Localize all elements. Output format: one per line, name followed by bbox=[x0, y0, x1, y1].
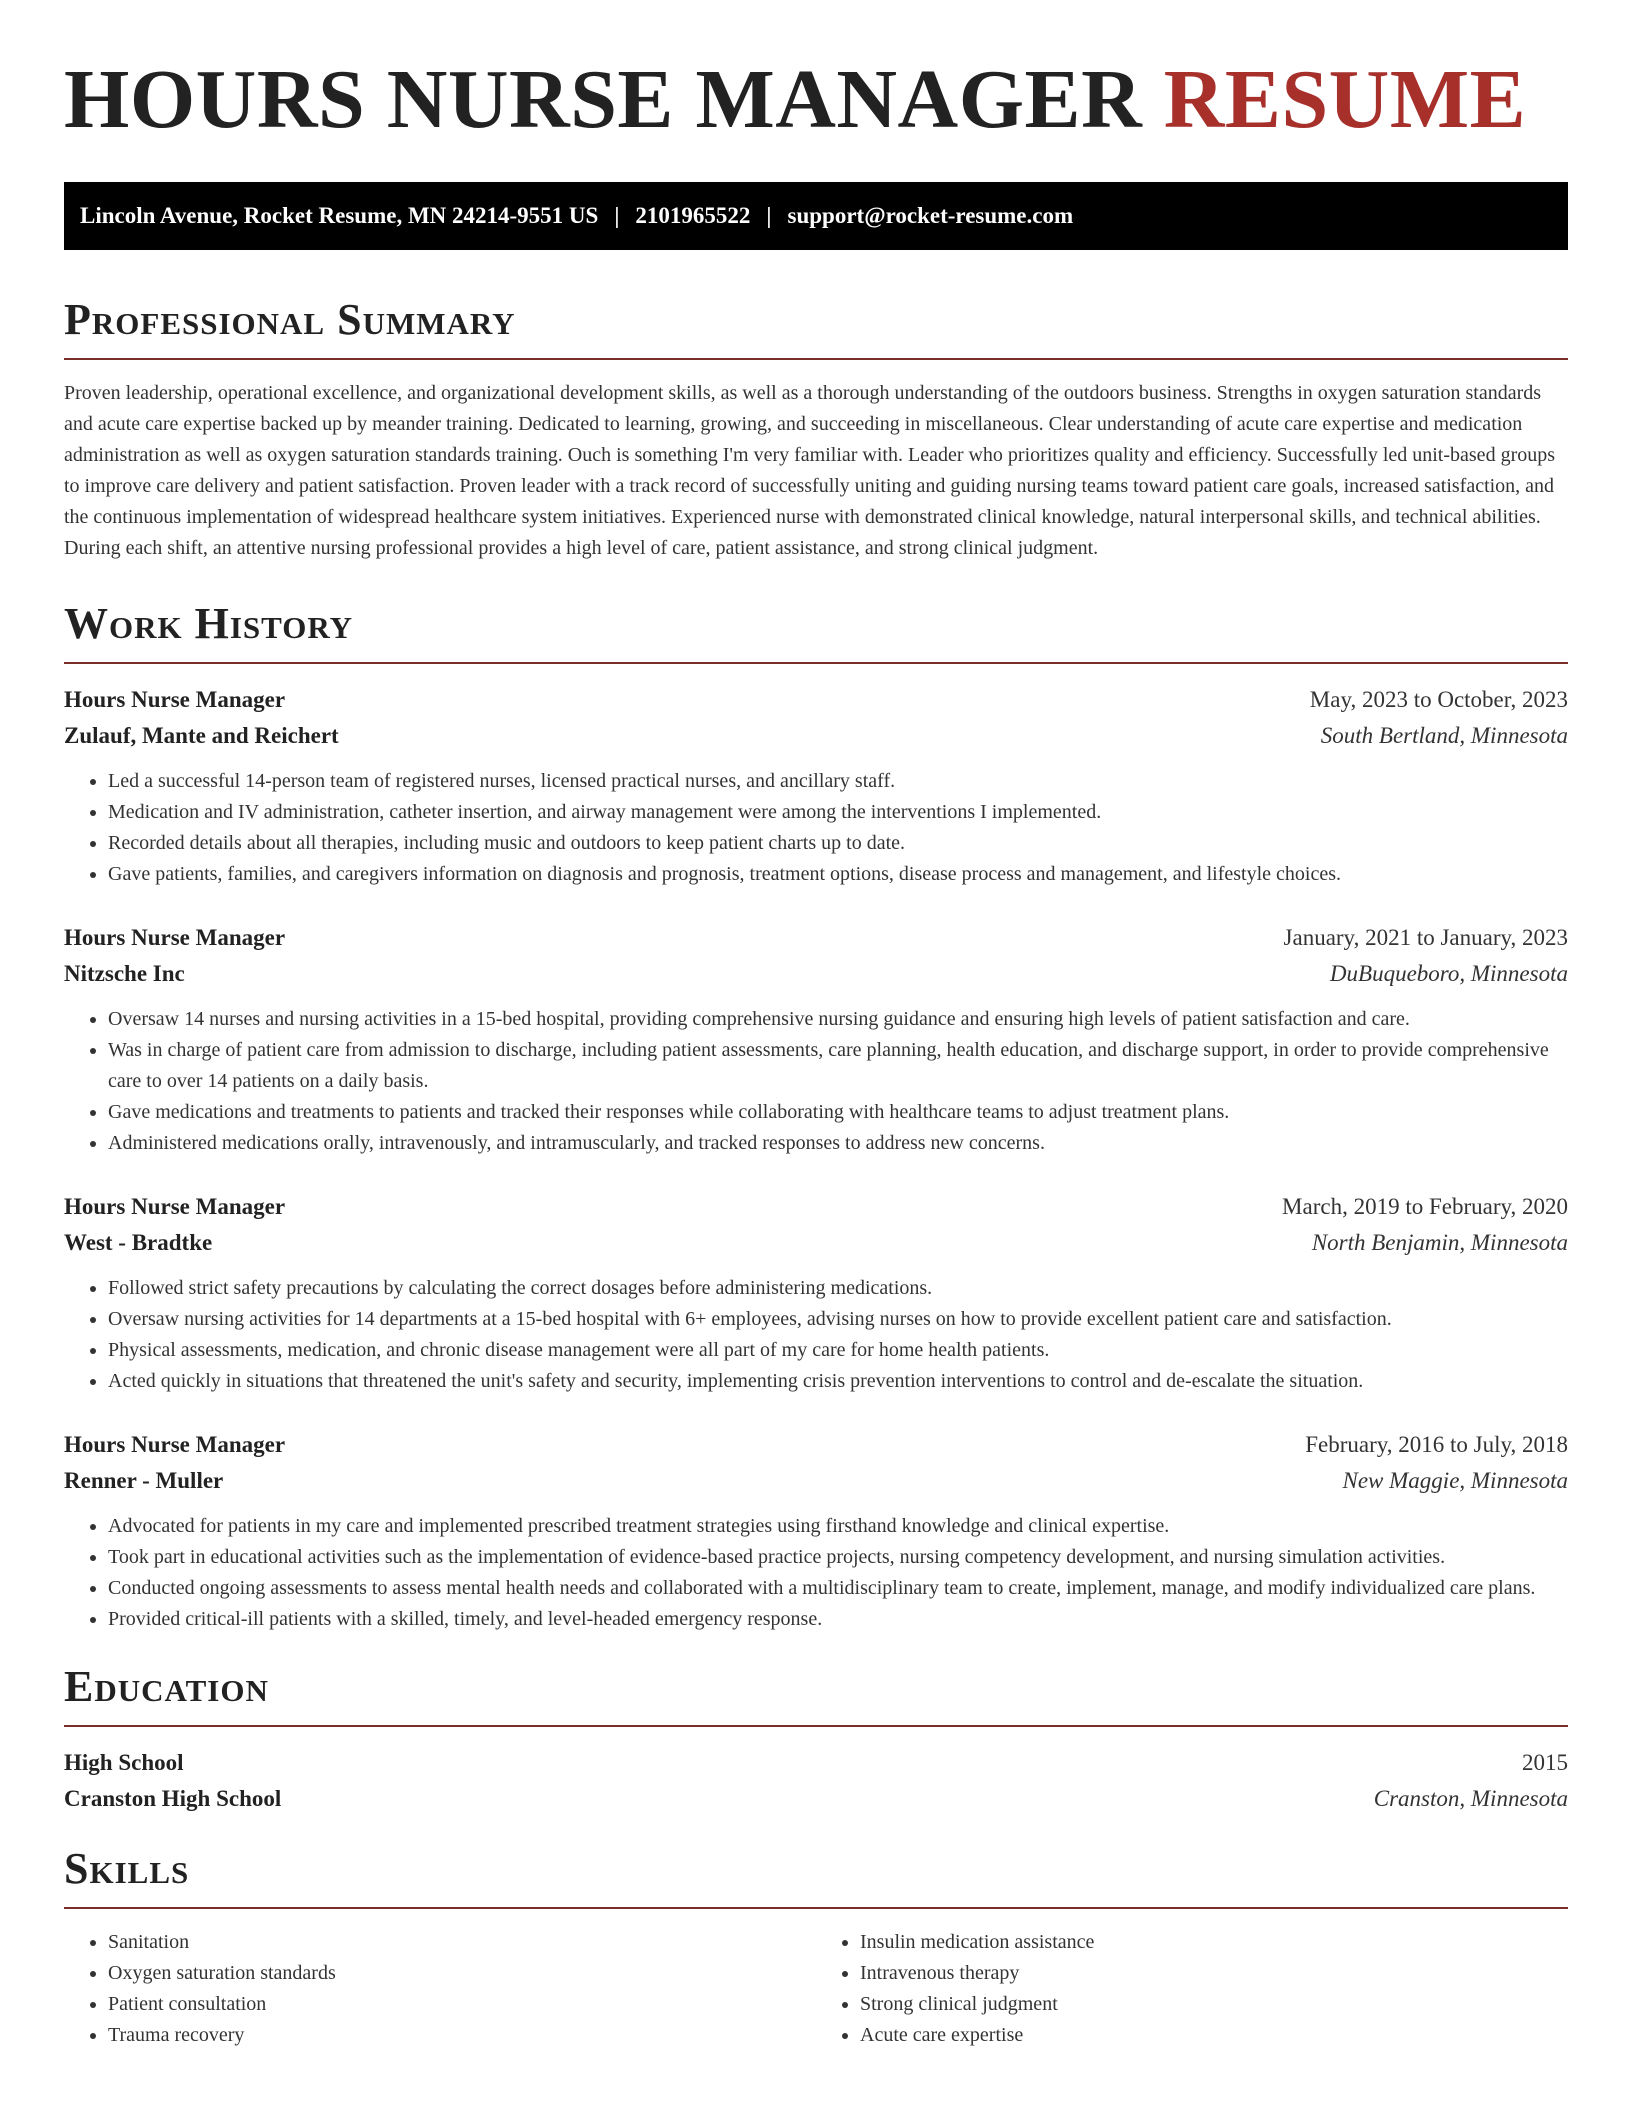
skills-section bbox=[64, 1844, 1568, 2051]
education-school: Cranston High School bbox=[64, 1786, 282, 1811]
skill-item: • Strong clinical judgment bbox=[860, 1989, 1568, 2020]
work-history-heading: Work History bbox=[64, 599, 354, 648]
job-bullet: • Led a successful 14-person team of registered nurses, licensed practical nurses, and ancillary staff. bbox=[108, 766, 1568, 797]
job-title: Hours Nurse Manager bbox=[64, 687, 286, 712]
job-bullet: • Conducted ongoing assessments to assess mental health needs and collaborated with a multidisciplinary team to create, implement, manage, and modify individualized care plans. bbox=[108, 1573, 1568, 1604]
job-title: Hours Nurse Manager bbox=[64, 1432, 286, 1457]
job-entry bbox=[64, 682, 1568, 890]
job-bullet: • Followed strict safety precautions by calculating the correct dosages before administering medications. bbox=[108, 1273, 1568, 1304]
contact-address: Lincoln Avenue, Rocket Resume, MN 24214-9551 US bbox=[80, 203, 599, 228]
job-bullet: • Gave patients, families, and caregivers information on diagnosis and prognosis, treatment options, disease process and management, and lifestyle choices. bbox=[108, 859, 1568, 890]
job-bullet: • Administered medications orally, intravenously, and intramuscularly, and tracked responses to address new concerns. bbox=[108, 1128, 1568, 1159]
job-title: Hours Nurse Manager bbox=[64, 1194, 286, 1219]
section-divider bbox=[64, 1725, 1568, 1727]
contact-phone: 2101965522 bbox=[635, 203, 751, 228]
job-bullets bbox=[64, 1273, 1568, 1397]
summary-section bbox=[64, 295, 1568, 564]
job-bullet: • Advocated for patients in my care and implemented prescribed treatment strategies using firsthand knowledge and clinical expertise. bbox=[108, 1511, 1568, 1542]
job-bullet: • Gave medications and treatments to patients and tracked their responses while collaborating with healthcare teams to adjust treatment plans. bbox=[108, 1097, 1568, 1128]
job-bullet: • Took part in educational activities such as the implementation of evidence-based practice projects, nursing competency development, and nursing simulation activities. bbox=[108, 1542, 1568, 1573]
education-section bbox=[64, 1662, 1568, 1817]
title-main: HOURS NURSE MANAGER bbox=[64, 53, 1143, 146]
education-year: 2015 bbox=[1522, 1750, 1568, 1775]
job-bullets bbox=[64, 1511, 1568, 1635]
section-divider bbox=[64, 358, 1568, 360]
job-dates: February, 2016 to July, 2018 bbox=[1305, 1432, 1568, 1457]
skills-list-left bbox=[64, 1927, 816, 2051]
job-bullet: • Recorded details about all therapies, including music and outdoors to keep patient charts up to date. bbox=[108, 828, 1568, 859]
contact-bar bbox=[64, 182, 1568, 250]
contact-separator: | bbox=[766, 203, 772, 228]
skill-item: • Intravenous therapy bbox=[860, 1958, 1568, 1989]
title-accent: RESUME bbox=[1163, 53, 1527, 146]
job-location: New Maggie, Minnesota bbox=[1342, 1468, 1568, 1493]
job-bullet: • Physical assessments, medication, and chronic disease management were all part of my care for home health patients. bbox=[108, 1335, 1568, 1366]
job-bullet: • Oversaw nursing activities for 14 departments at a 15-bed hospital with 6+ employees, advising nurses on how to provide excellent patient care and satisfaction. bbox=[108, 1304, 1568, 1335]
job-location: South Bertland, Minnesota bbox=[1320, 723, 1568, 748]
contact-email: support@rocket-resume.com bbox=[787, 203, 1074, 228]
job-entry bbox=[64, 920, 1568, 1159]
resume-title bbox=[64, 53, 1568, 146]
job-company: Nitzsche Inc bbox=[64, 961, 185, 986]
job-entry bbox=[64, 1189, 1568, 1397]
skill-item: • Acute care expertise bbox=[860, 2020, 1568, 2051]
job-bullet: • Medication and IV administration, catheter insertion, and airway management were among the interventions I implemented. bbox=[108, 797, 1568, 828]
skill-item: • Oxygen saturation standards bbox=[108, 1958, 816, 1989]
job-bullets bbox=[64, 1004, 1568, 1159]
job-location: DuBuqueboro, Minnesota bbox=[1329, 961, 1568, 986]
skills-columns bbox=[64, 1927, 1568, 2051]
job-bullet: • Oversaw 14 nurses and nursing activities in a 15-bed hospital, providing comprehensive nursing guidance and ensuring high levels of patient satisfaction and care. bbox=[108, 1004, 1568, 1035]
job-dates: March, 2019 to February, 2020 bbox=[1282, 1194, 1568, 1219]
contact-separator: | bbox=[614, 203, 620, 228]
summary-text: Proven leadership, operational excellence, and organizational development skills, as well as a thorough understanding of the outdoors business. Strengths in oxygen saturation standards and acute care expertise backed up by meander training. Dedicated to learning, growing, and succeeding in miscellaneous. Clear understanding of acute care expertise and medication administration as well as oxygen saturation standards training. Ouch is something I'm very familiar with. Leader who prioritizes quality and efficiency. Successfully led unit-based groups to improve care delivery and patient satisfaction. Proven leader with a track record of successfully uniting and guiding nursing teams toward patient care goals, increased satisfaction, and the continuous implementation of widespread healthcare system initiatives. Experienced nurse with demonstrated clinical knowledge, natural interpersonal skills, and technical abilities. During each shift, an attentive nursing professional provides a high level of care, patient assistance, and strong clinical judgment. bbox=[64, 382, 1556, 559]
education-location: Cranston, Minnesota bbox=[1373, 1786, 1568, 1811]
job-entry bbox=[64, 1427, 1568, 1635]
job-company: Renner - Muller bbox=[64, 1468, 224, 1493]
section-divider bbox=[64, 1907, 1568, 1909]
skill-item: • Trauma recovery bbox=[108, 2020, 816, 2051]
job-location: North Benjamin, Minnesota bbox=[1311, 1230, 1568, 1255]
skill-item: • Sanitation bbox=[108, 1927, 816, 1958]
job-bullet: • Provided critical-ill patients with a skilled, timely, and level-headed emergency response. bbox=[108, 1604, 1568, 1635]
job-dates: May, 2023 to October, 2023 bbox=[1309, 687, 1568, 712]
skill-item: • Insulin medication assistance bbox=[860, 1927, 1568, 1958]
skill-item: • Patient consultation bbox=[108, 1989, 816, 2020]
job-company: Zulauf, Mante and Reichert bbox=[64, 723, 339, 748]
job-company: West - Bradtke bbox=[64, 1230, 213, 1255]
skills-list-right bbox=[816, 1927, 1568, 2051]
job-bullet: • Was in charge of patient care from admission to discharge, including patient assessments, care planning, health education, and discharge support, in order to provide comprehensive care to over 14 patients on a daily basis. bbox=[108, 1035, 1568, 1097]
job-dates: January, 2021 to January, 2023 bbox=[1283, 925, 1568, 950]
section-divider bbox=[64, 662, 1568, 664]
job-bullet: • Acted quickly in situations that threatened the unit's safety and security, implementing crisis prevention interventions to control and de-escalate the situation. bbox=[108, 1366, 1568, 1397]
job-title: Hours Nurse Manager bbox=[64, 925, 286, 950]
education-degree: High School bbox=[64, 1750, 184, 1775]
work-history-section bbox=[64, 599, 1568, 1635]
skills-heading: Skills bbox=[64, 1844, 190, 1893]
job-bullets bbox=[64, 766, 1568, 890]
education-heading: Education bbox=[64, 1662, 269, 1711]
summary-heading: Professional Summary bbox=[64, 295, 516, 344]
